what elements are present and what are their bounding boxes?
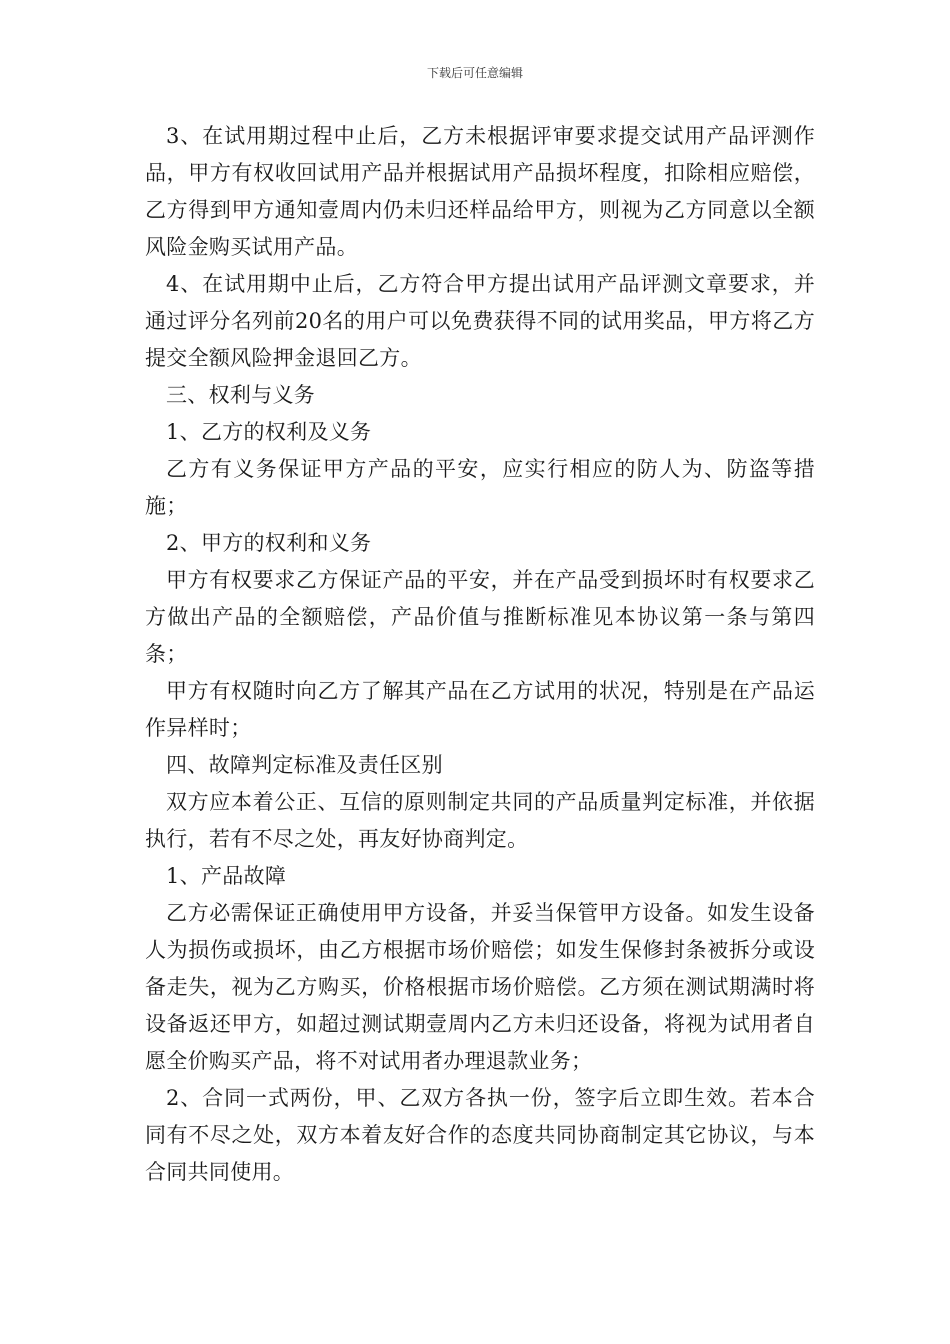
- product-fault-text: 乙方必需保证正确使用甲方设备，并妥当保管甲方设备。如发生设备人为损伤或损坏，由乙方根据市场价赔偿；如发生保修封条被拆分或设备走失，视为乙方购买，价格根据市场价赔偿。乙方须在测试期满时将设备返还甲方，如超过测试期壹周内乙方未归还设备，将视为试用者自愿全价购买产品，将不对试用者办理退款业务；: [145, 901, 815, 1073]
- clause-4-trial-reward: 4、在试用期中止后，乙方符合甲方提出试用产品评测文章要求，并通过评分名列前20名的用户可以免费获得不同的试用奖品，甲方将乙方提交全额风险押金退回乙方。: [145, 272, 815, 370]
- subheading-product-fault: 1、产品故障: [166, 864, 287, 888]
- subheading-party-a-rights: 2、甲方的权利和义务: [166, 531, 372, 555]
- party-a-right-inquiry: 甲方有权随时向乙方了解其产品在乙方试用的状况，特别是在产品运作异样时；: [145, 679, 815, 740]
- document-body: [145, 118, 815, 1191]
- party-b-obligation-text: 乙方有义务保证甲方产品的平安，应实行相应的防人为、防盗等措施；: [145, 457, 815, 518]
- section-heading-fault-standards: 四、故障判定标准及责任区别: [166, 753, 443, 777]
- subheading-party-b-rights: 1、乙方的权利及义务: [166, 420, 372, 444]
- party-a-right-compensation: 甲方有权要求乙方保证产品的平安，并在产品受到损坏时有权要求乙方做出产品的全额赔偿，产品价值与推断标准见本协议第一条与第四条；: [145, 568, 815, 666]
- section-heading-rights-obligations: 三、权利与义务: [166, 383, 316, 407]
- page-header: 下载后可任意编辑: [426, 66, 523, 80]
- clause-3-trial-termination: 3、在试用期过程中止后，乙方未根据评审要求提交试用产品评测作品，甲方有权收回试用产品并根据试用产品损坏程度，扣除相应赔偿，乙方得到甲方通知壹周内仍未归还样品给甲方，则视为乙方同意以全额风险金购买试用产品。: [145, 124, 815, 259]
- fault-standards-text: 双方应本着公正、互信的原则制定共同的产品质量判定标准，并依据执行，若有不尽之处，再友好协商判定。: [145, 790, 815, 851]
- contract-copies-clause: 2、合同一式两份，甲、乙双方各执一份，签字后立即生效。若本合同有不尽之处，双方本着友好合作的态度共同协商制定其它协议，与本合同共同使用。: [145, 1086, 815, 1184]
